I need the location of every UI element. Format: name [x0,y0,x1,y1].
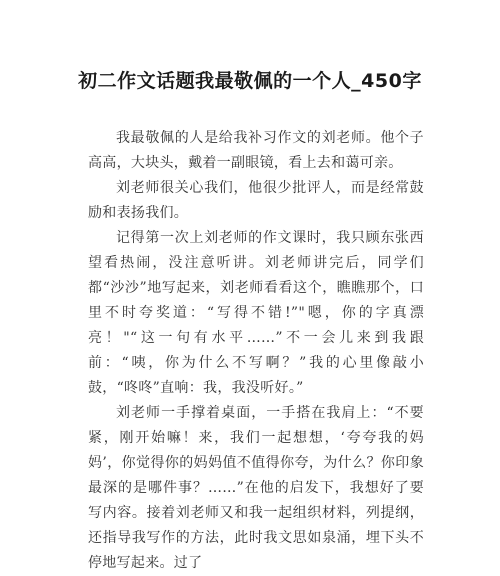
paragraph: 刘老师一手撑着桌面，一手搭在我肩上：“不要紧，刚开始嘛！来，我们一起想想，‘夸夸我的妈妈’，你觉得你的妈妈值不值得你夸，为什么？你印象最深的是哪件事？……”在他的启发下，我想好了要写内容。接着刘老师又和我一起组织材料，列提纲，还指导我写作的方法，此时我文思如泉涌，埋下头不停地写起来。过了 [88,405,424,571]
paragraph: 记得第一次上刘老师的作文课时，我只顾东张西望看热闹，没注意听讲。刘老师讲完后，同学们都“沙沙”地写起来，刘老师看看这个，瞧瞧那个，口里不时夸奖道：“写得不错!”"嗯，你的字真漂亮！"“这一句有水平……”不一会儿来到我跟前：“咦，你为什么不写啊？”我的心里像敲小鼓，“咚咚”直响：我，我没听好。” [88,230,424,396]
paragraph: 我最敬佩的人是给我补习作文的刘老师。他个子高高，大块头，戴着一副眼镜，看上去和蔼可亲。 [88,130,424,171]
document-body [88,126,424,576]
paragraph: 刘老师很关心我们，他很少批评人，而是经常鼓励和表扬我们。 [88,180,424,221]
document-title: 初二作文话题我最敬佩的一个人_450字 [78,70,422,92]
